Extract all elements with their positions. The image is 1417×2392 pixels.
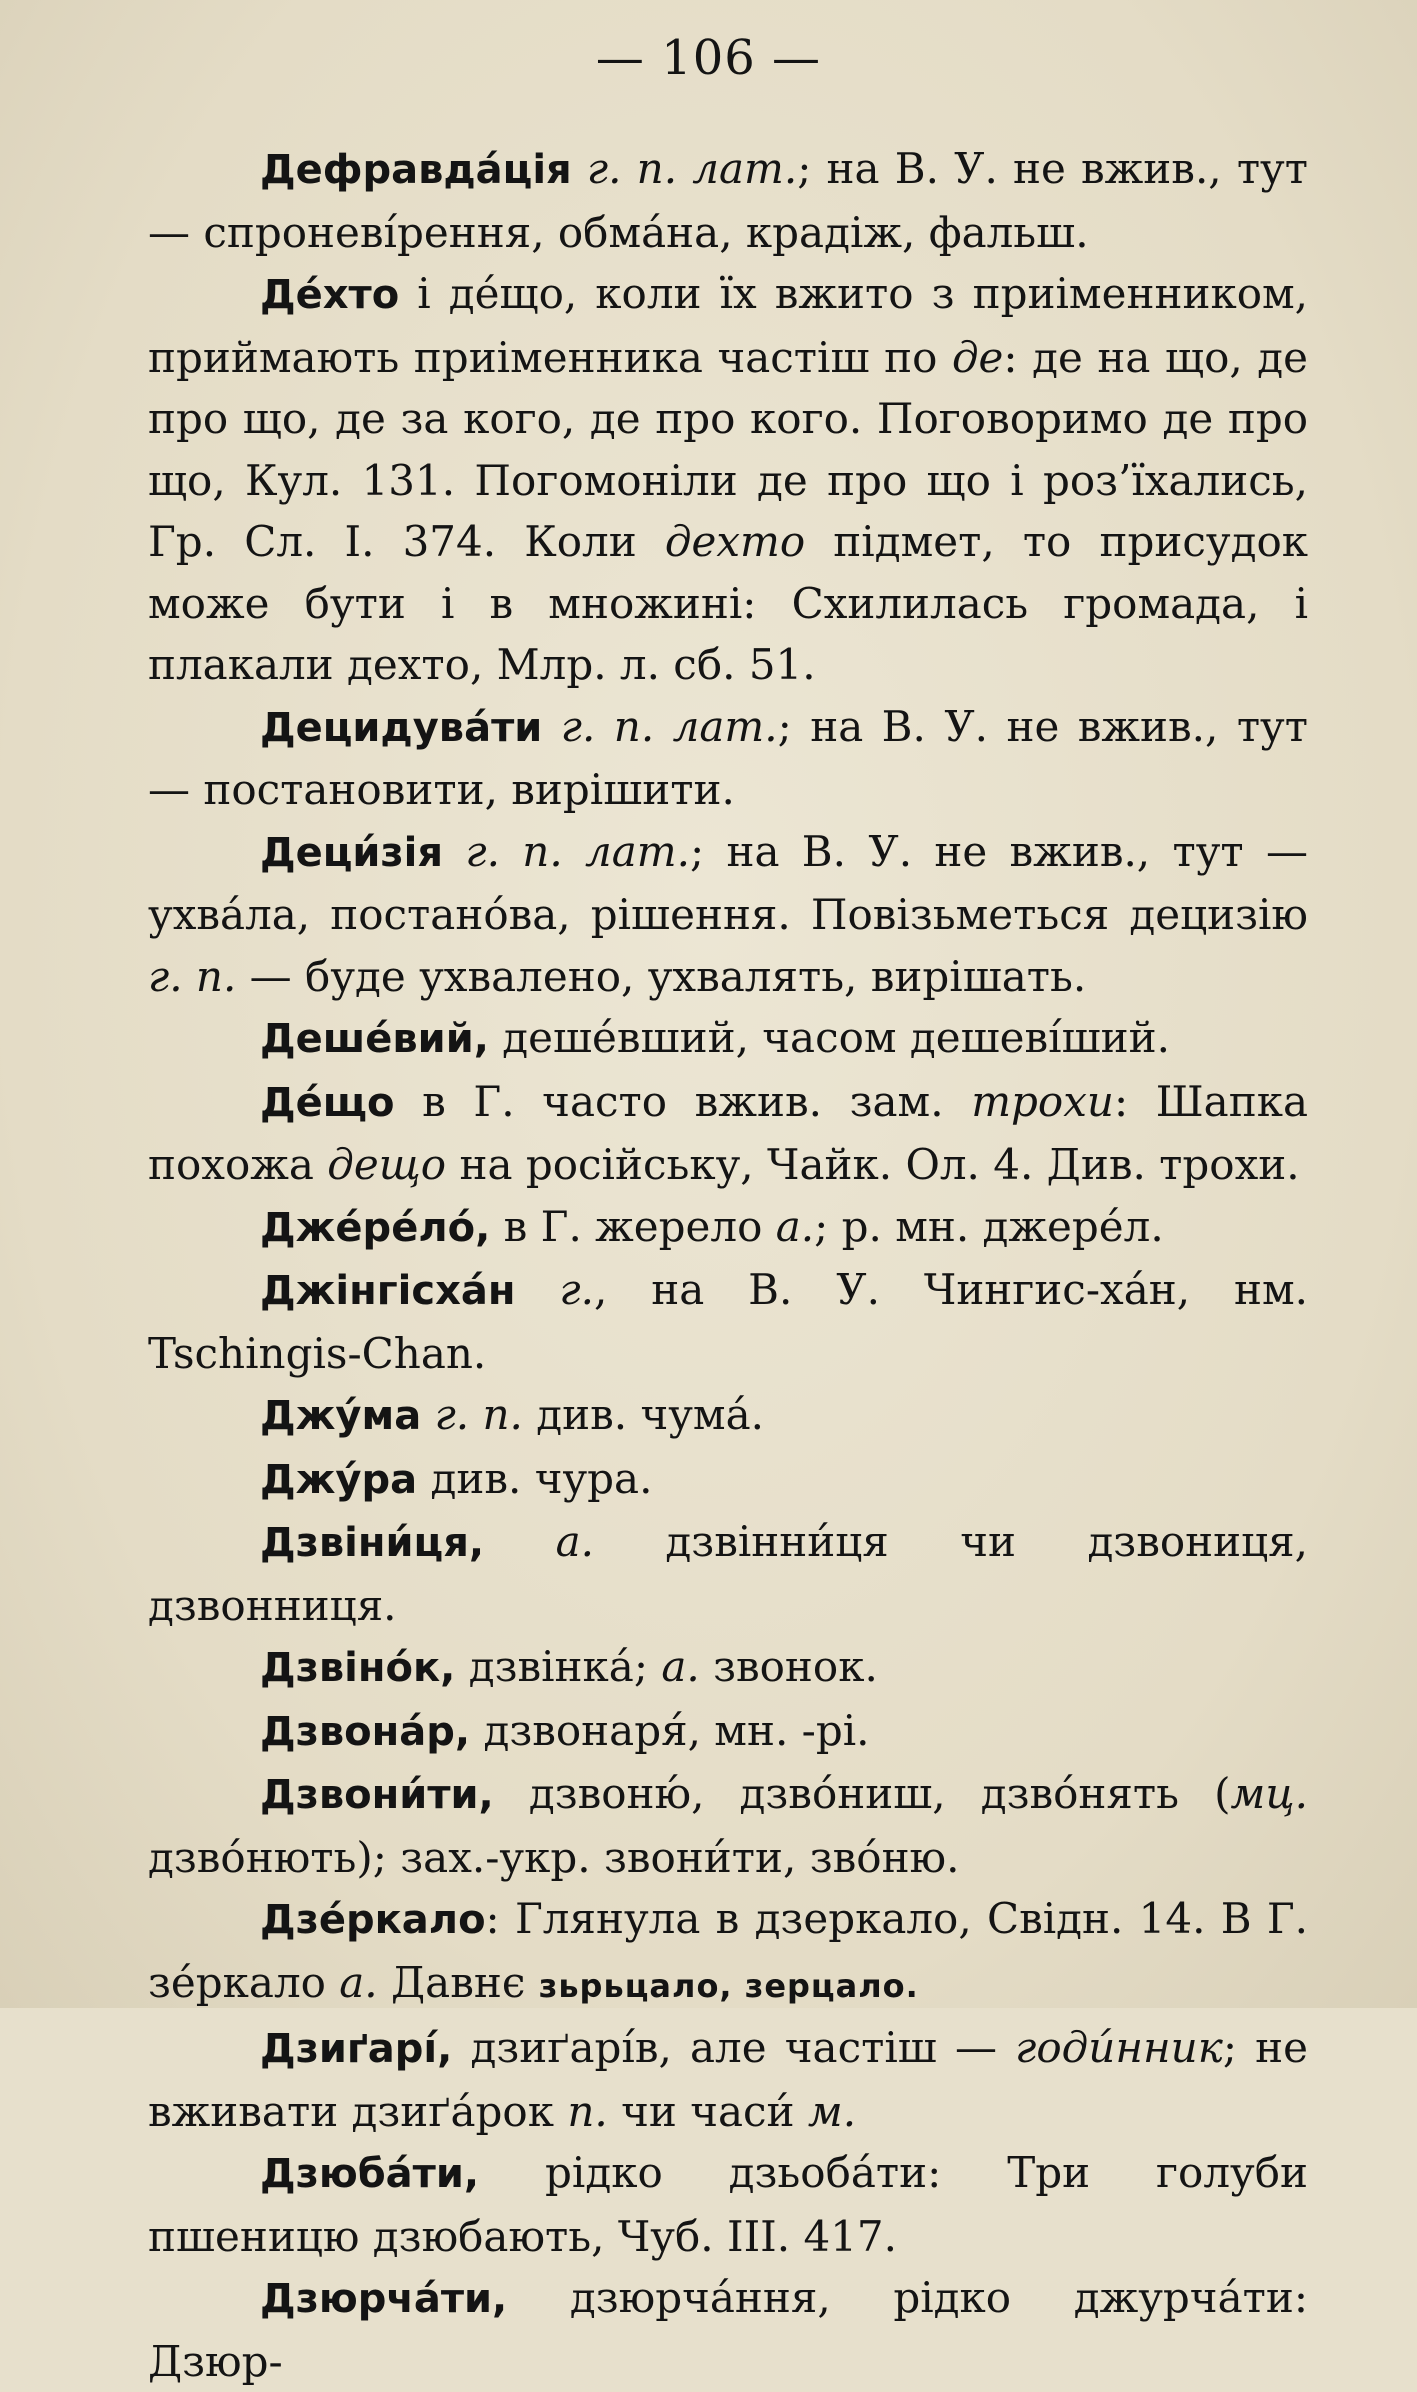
dictionary-entry: [148, 1888, 1308, 2017]
dictionary-entry: [148, 1259, 1308, 1384]
entry-text: деше́вший, часом дешеві́ший.: [488, 1013, 1171, 1062]
entry-text: [572, 144, 587, 193]
entry-text: ; на В. У. не вжив., тут — ухва́ла, постано́ва, рішення. Повізьметься децизію: [148, 826, 1308, 939]
headword: Децидува́ти: [260, 704, 543, 751]
italic-note: а.: [339, 1957, 378, 2007]
dictionary-entries: [148, 138, 1308, 2392]
dictionary-entry: [148, 1007, 1308, 1071]
dictionary-entry: [148, 821, 1308, 1008]
entry-text: підмет, то присудок може бути і в множині: Схилилась громада, і плакали дехто, Млр. л. сб. 51.: [148, 517, 1308, 689]
italic-note: а.: [555, 1517, 594, 1566]
headword: Дзвіни́ця,: [260, 1520, 485, 1566]
headword: Джу́ра: [260, 1456, 418, 1503]
entry-text: в Г. жерело: [490, 1201, 776, 1251]
entry-text: див. чура.: [417, 1453, 653, 1503]
entry-text: [484, 1517, 555, 1566]
headword: Дзе́ркало: [260, 1897, 486, 1943]
headword: Дзюба́ти,: [260, 2151, 480, 2197]
headword: Дефравда́ція: [260, 147, 572, 193]
entry-text: звонок.: [699, 1642, 878, 1691]
entry-text: чи часи́: [607, 2086, 808, 2136]
old-slavonic-form: зьрьцало, зерцало.: [538, 1966, 919, 2005]
headword: Дзвіно́к,: [260, 1645, 456, 1691]
dictionary-entry: [148, 696, 1308, 821]
entry-text: , на В. У. Чингис-ха́н, нм. Tschingis-Chan.: [148, 1265, 1308, 1378]
entry-text: рідко дзьоба́ти: Три голуби пшеницю дзюбають, Чуб. III. 417.: [148, 2148, 1308, 2261]
italic-note: дещо: [327, 1140, 447, 1189]
dictionary-entry: [148, 263, 1308, 696]
entry-text: дзвінка́;: [455, 1642, 662, 1691]
entry-text: дзвінни́ця чи дзвониця, дзвонниця.: [148, 1517, 1308, 1630]
entry-text: див. чума́.: [522, 1390, 764, 1439]
italic-note: а.: [775, 1201, 815, 1251]
italic-note: трохи: [971, 1076, 1114, 1126]
entry-text: [443, 827, 465, 876]
entry-text: [421, 1390, 434, 1439]
italic-note: а.: [661, 1642, 700, 1691]
entry-text: на російську, Чайк. Ол. 4. Див. трохи.: [446, 1140, 1300, 1189]
dictionary-entry: [148, 138, 1308, 263]
italic-note: г. п. лат.: [560, 701, 778, 751]
entry-text: ; на В. У. не вжив., тут — постановити, вирішити.: [148, 701, 1309, 814]
italic-note: г. п.: [434, 1390, 523, 1439]
headword: Дзиґарі́,: [260, 2026, 453, 2072]
entry-text: : де на що, де про що, де за кого, де про кого. Поговоримо де про що, Кул. 131. Погомоніли де про що і роз’їхались, Гр. Сл. І. 374. Коли: [148, 332, 1308, 566]
headword: Дзвона́р,: [260, 1708, 471, 1755]
headword: Де́хто: [260, 272, 400, 318]
dictionary-entry: [148, 2017, 1308, 2142]
dictionary-entry: [148, 1511, 1308, 1636]
page-number: — 106 —: [595, 30, 822, 86]
italic-note: де: [951, 332, 1004, 382]
italic-note: мц.: [1230, 1769, 1308, 1818]
dictionary-entry: [148, 1384, 1308, 1448]
headword: Деше́вий,: [260, 1016, 489, 1062]
entry-text: : Глянула в дзеркало, Свідн. 14. В Г. зе́ркало: [148, 1894, 1308, 2007]
entry-text: ; на В. У. не вжив., тут — спроневі́рення, обма́на, крадіж, фальш.: [148, 144, 1309, 257]
headword: Дзюрча́ти,: [260, 2276, 508, 2322]
dictionary-entry: [148, 1700, 1308, 1764]
italic-note: г.: [559, 1265, 594, 1314]
entry-text: Давнє: [377, 1957, 539, 2007]
entry-text: ; не вживати дзиґа́рок: [148, 2023, 1308, 2136]
entry-text: ; р. мн. джере́л.: [814, 1201, 1164, 1251]
headword: Джу́ма: [260, 1393, 422, 1439]
entry-text: [542, 702, 560, 751]
entry-text: в Г. часто вжив. зам.: [394, 1076, 972, 1126]
entry-text: дзюрча́ння, рідко джурча́ти: Дзюр-: [148, 2273, 1308, 2386]
italic-note: п.: [567, 2086, 608, 2136]
entry-text: дзво́нють); зах.-укр. звони́ти, зво́ню.: [148, 1832, 960, 1882]
entry-text: дзиґарі́в, але частіш —: [452, 2023, 1016, 2072]
entry-text: і де́що, коли їх вжито з приіменником, приймають приіменника частіш по: [148, 269, 1308, 382]
italic-note: г. п.: [148, 951, 237, 1001]
italic-note: г. п. лат.: [465, 826, 690, 876]
italic-note: м.: [807, 2086, 857, 2136]
headword: Дже́ре́ло́,: [260, 1204, 491, 1251]
dictionary-entry: [148, 2142, 1308, 2267]
italic-note: годи́нник: [1015, 2023, 1223, 2072]
dictionary-entry: [148, 1448, 1308, 1512]
italic-note: дехто: [664, 517, 806, 566]
headword: Де́що: [260, 1079, 395, 1126]
entry-text: — буде ухвалено, ухвалять, вирішать.: [236, 951, 1087, 1001]
italic-note: г. п. лат.: [586, 144, 798, 193]
dictionary-entry: [148, 1071, 1308, 1196]
entry-text: дзвоню́, дзво́ниш, дзво́нять (: [493, 1769, 1231, 1818]
headword: Деци́зія: [260, 829, 444, 876]
entry-text: дзвонаря́, мн. -рі.: [470, 1705, 870, 1755]
headword: Джінгісха́н: [260, 1268, 516, 1314]
dictionary-entry: [148, 2267, 1308, 2392]
headword: Дзвони́ти,: [260, 1772, 494, 1818]
dictionary-entry: [148, 1636, 1308, 1700]
dictionary-entry: [148, 1196, 1308, 1260]
entry-text: [516, 1265, 560, 1314]
dictionary-entry: [148, 1763, 1308, 1888]
entry-text: : Шапка похожа: [148, 1076, 1308, 1189]
